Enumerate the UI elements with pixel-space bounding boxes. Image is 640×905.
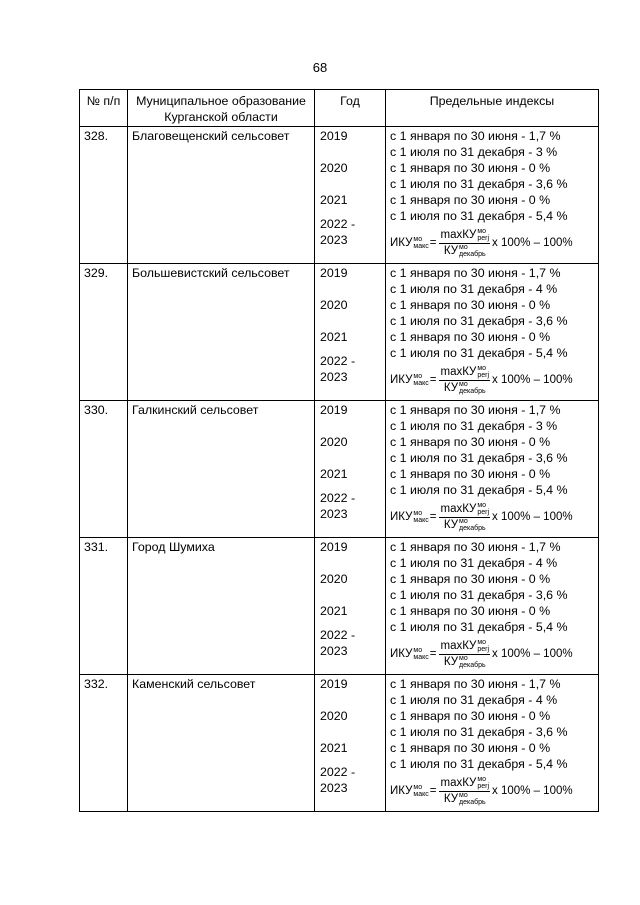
formula-lhs: ИКУ	[390, 374, 413, 386]
table-row	[80, 401, 599, 538]
index-formula	[390, 772, 594, 810]
table-row	[80, 127, 599, 264]
formula-lhs-sup: мо	[413, 510, 423, 517]
formula-denominator: КУ	[443, 655, 458, 668]
formula-fraction: maxКУ мо perj КУ мо декабрь	[440, 639, 490, 669]
row-number: 330.	[80, 401, 128, 538]
year-2022-start: 2022 -	[320, 628, 356, 642]
year-2023-end: 2023	[320, 507, 348, 521]
year-2021: 2021	[320, 330, 348, 344]
header-year: Год	[315, 90, 386, 127]
index-line: с 1 июля по 31 декабря - 5,4 %	[390, 209, 568, 223]
row-municipality: Большевистский сельсовет	[128, 264, 315, 401]
row-years	[315, 264, 386, 401]
header-municipality: Муниципальное образование Курганской области	[128, 90, 315, 127]
header-indices: Предельные индексы	[386, 90, 599, 127]
year-2020: 2020	[320, 161, 348, 175]
year-2023-end: 2023	[320, 370, 348, 384]
formula-fraction: maxКУ мо perj КУ мо декабрь	[440, 776, 490, 806]
row-municipality: Галкинский сельсовет	[128, 401, 315, 538]
row-years	[315, 127, 386, 264]
index-formula	[390, 224, 594, 262]
row-indices	[386, 538, 599, 675]
formula-lhs: ИКУ	[390, 237, 413, 249]
formula-denominator: КУ	[443, 244, 458, 257]
index-line: с 1 июля по 31 декабря - 5,4 %	[390, 483, 568, 497]
row-years	[315, 538, 386, 675]
indices-table	[79, 89, 599, 812]
index-formula	[390, 361, 594, 399]
formula-lhs: ИКУ	[390, 511, 413, 523]
index-line: с 1 июля по 31 декабря - 3 %	[390, 145, 558, 159]
formula-lhs-sup: мо	[413, 373, 423, 380]
year-2019: 2019	[320, 403, 348, 417]
formula-lhs-sub: макс	[413, 654, 429, 661]
formula-tail: x 100% – 100%	[492, 511, 573, 523]
index-line: с 1 июля по 31 декабря - 4 %	[390, 693, 558, 707]
formula-denominator: КУ	[443, 381, 458, 394]
index-line: с 1 января по 30 июня - 1,7 %	[390, 403, 561, 417]
year-2022-start: 2022 -	[320, 354, 356, 368]
formula-lhs: ИКУ	[390, 648, 413, 660]
formula-numerator: maxКУ	[440, 366, 477, 379]
row-number: 329.	[80, 264, 128, 401]
index-line: с 1 июля по 31 декабря - 4 %	[390, 282, 558, 296]
formula-numerator: maxКУ	[440, 503, 477, 516]
index-line: с 1 января по 30 июня - 0 %	[390, 193, 551, 207]
index-line: с 1 июля по 31 декабря - 3,6 %	[390, 177, 568, 191]
formula-lhs-sub: макс	[413, 791, 429, 798]
row-indices	[386, 127, 599, 264]
year-2023-end: 2023	[320, 781, 348, 795]
index-line: с 1 января по 30 июня - 0 %	[390, 604, 551, 618]
index-line: с 1 января по 30 июня - 1,7 %	[390, 677, 561, 691]
index-formula	[390, 635, 594, 673]
row-number: 328.	[80, 127, 128, 264]
row-municipality: Каменский сельсовет	[128, 675, 315, 812]
index-line: с 1 января по 30 июня - 0 %	[390, 467, 551, 481]
year-2022-start: 2022 -	[320, 217, 356, 231]
index-line: с 1 июля по 31 декабря - 3 %	[390, 419, 558, 433]
formula-fraction: maxКУ мо perj КУ мо декабрь	[440, 365, 490, 395]
index-line: с 1 января по 30 июня - 0 %	[390, 435, 551, 449]
year-2022-start: 2022 -	[320, 765, 356, 779]
formula-lhs-sub: макс	[413, 380, 429, 387]
year-2023-end: 2023	[320, 644, 348, 658]
table-row	[80, 675, 599, 812]
table-row	[80, 538, 599, 675]
year-2023-end: 2023	[320, 233, 348, 247]
formula-equals: =	[429, 237, 437, 249]
year-2019: 2019	[320, 129, 348, 143]
index-line: с 1 июля по 31 декабря - 5,4 %	[390, 346, 568, 360]
formula-fraction: maxКУ мо perj КУ мо декабрь	[440, 502, 490, 532]
index-line: с 1 июля по 31 декабря - 3,6 %	[390, 588, 568, 602]
formula-tail: x 100% – 100%	[492, 237, 573, 249]
formula-lhs: ИКУ	[390, 785, 413, 797]
index-line: с 1 января по 30 июня - 0 %	[390, 298, 551, 312]
year-2021: 2021	[320, 604, 348, 618]
year-2020: 2020	[320, 709, 348, 723]
year-2019: 2019	[320, 677, 348, 691]
year-2020: 2020	[320, 572, 348, 586]
index-line: с 1 января по 30 июня - 1,7 %	[390, 129, 561, 143]
year-2021: 2021	[320, 467, 348, 481]
formula-denominator: КУ	[443, 792, 458, 805]
formula-lhs-sup: мо	[413, 647, 423, 654]
index-line: с 1 июля по 31 декабря - 3,6 %	[390, 451, 568, 465]
index-line: с 1 января по 30 июня - 1,7 %	[390, 266, 561, 280]
table-header-row	[80, 90, 599, 127]
year-2019: 2019	[320, 266, 348, 280]
formula-tail: x 100% – 100%	[492, 374, 573, 386]
index-line: с 1 января по 30 июня - 1,7 %	[390, 540, 561, 554]
formula-lhs-sup: мо	[413, 236, 423, 243]
formula-equals: =	[429, 648, 437, 660]
page-number: 68	[312, 60, 328, 75]
table-body	[80, 127, 599, 812]
formula-equals: =	[429, 374, 437, 386]
formula-fraction: maxКУ мо perj КУ мо декабрь	[440, 228, 490, 258]
row-years	[315, 675, 386, 812]
table-row	[80, 264, 599, 401]
header-num: № п/п	[80, 90, 128, 127]
formula-numerator: maxКУ	[440, 640, 477, 653]
index-line: с 1 января по 30 июня - 0 %	[390, 709, 551, 723]
index-line: с 1 июля по 31 декабря - 5,4 %	[390, 620, 568, 634]
row-indices	[386, 401, 599, 538]
row-municipality: Город Шумиха	[128, 538, 315, 675]
row-indices	[386, 675, 599, 812]
formula-lhs-sub: макс	[413, 517, 429, 524]
formula-tail: x 100% – 100%	[492, 785, 573, 797]
index-line: с 1 января по 30 июня - 0 %	[390, 741, 551, 755]
index-line: с 1 июля по 31 декабря - 3,6 %	[390, 314, 568, 328]
row-number: 332.	[80, 675, 128, 812]
year-2021: 2021	[320, 193, 348, 207]
row-years	[315, 401, 386, 538]
index-line: с 1 июля по 31 декабря - 3,6 %	[390, 725, 568, 739]
year-2020: 2020	[320, 298, 348, 312]
year-2021: 2021	[320, 741, 348, 755]
formula-denominator: КУ	[443, 518, 458, 531]
index-line: с 1 июля по 31 декабря - 5,4 %	[390, 757, 568, 771]
formula-lhs-sup: мо	[413, 784, 423, 791]
formula-numerator: maxКУ	[440, 777, 477, 790]
formula-lhs-sub: макс	[413, 243, 429, 250]
formula-equals: =	[429, 785, 437, 797]
year-2020: 2020	[320, 435, 348, 449]
formula-tail: x 100% – 100%	[492, 648, 573, 660]
index-line: с 1 января по 30 июня - 0 %	[390, 330, 551, 344]
index-line: с 1 июля по 31 декабря - 4 %	[390, 556, 558, 570]
index-line: с 1 января по 30 июня - 0 %	[390, 572, 551, 586]
row-municipality: Благовещенский сельсовет	[128, 127, 315, 264]
year-2022-start: 2022 -	[320, 491, 356, 505]
index-line: с 1 января по 30 июня - 0 %	[390, 161, 551, 175]
formula-numerator: maxКУ	[440, 229, 477, 242]
index-formula	[390, 498, 594, 536]
row-indices	[386, 264, 599, 401]
year-2019: 2019	[320, 540, 348, 554]
row-number: 331.	[80, 538, 128, 675]
formula-equals: =	[429, 511, 437, 523]
